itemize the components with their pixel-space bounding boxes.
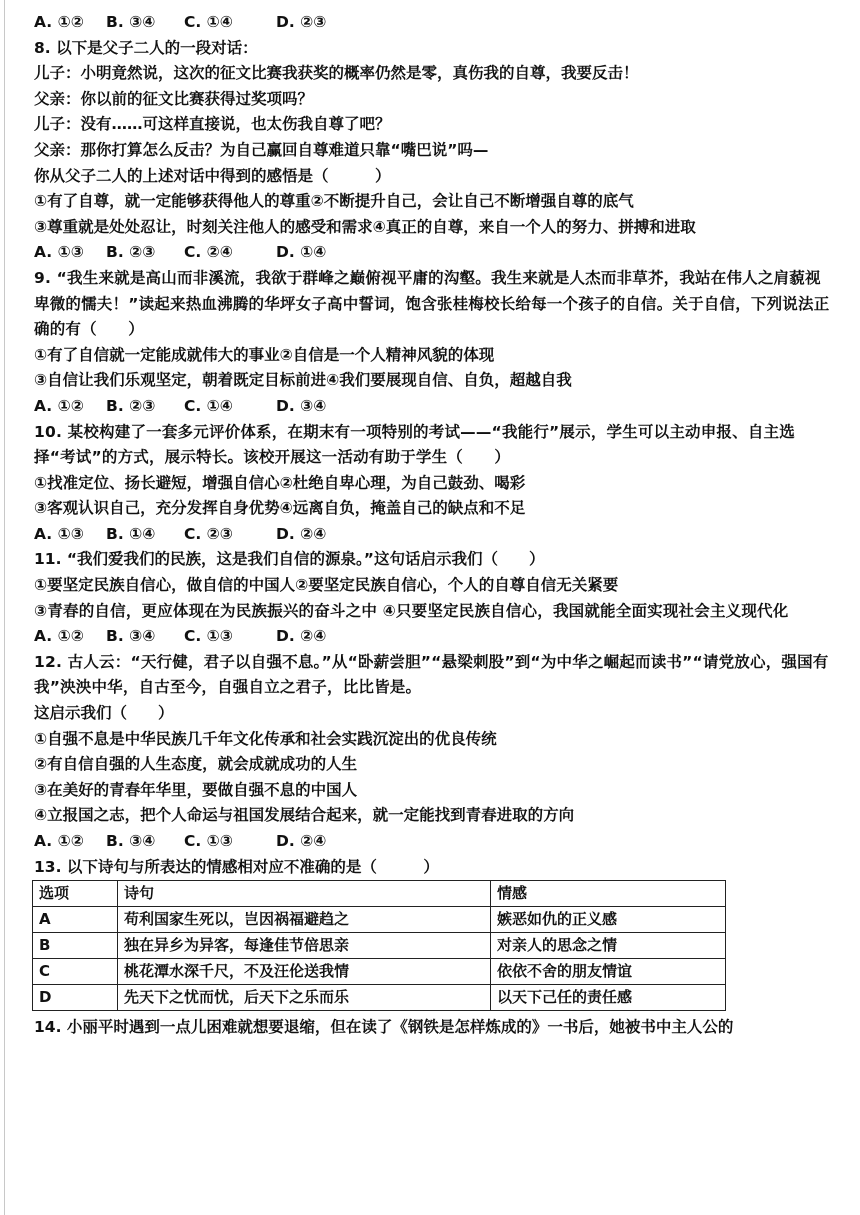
q10-option-c: C. ②③: [184, 524, 233, 543]
q8-statement: ③尊重就是处处忍让，时刻关注他人的感受和需求④真正的自尊，来自一个人的努力、拼搏和进取: [34, 217, 696, 236]
q12-prompt: 这启示我们（ ）: [34, 704, 174, 723]
table-cell: B: [33, 933, 118, 959]
q8-dialogue-line: 父亲：你以前的征文比赛获得过奖项吗？: [34, 89, 314, 108]
table-cell: 嫉恶如仇的正义感: [491, 907, 726, 933]
q10-stem: 10. 某校构建了一套多元评价体系，在期末有一项特别的考试——“我能行”展示，学生可以主动申报、自主选择“考试”的方式，展示特长。该校开展这一活动有助于学生（ ）: [34, 422, 795, 467]
table-header-cell: 诗句: [118, 881, 491, 907]
q12-option-c: C. ①③: [184, 832, 233, 850]
table-cell: 独在异乡为异客，每逢佳节倍思亲: [118, 933, 491, 959]
q10-option-b: B. ①④: [106, 524, 156, 543]
q8-options: [34, 240, 834, 266]
q12-statement: ③在美好的青春年华里，要做自强不息的中国人: [34, 780, 358, 799]
q8-title: 8. 以下是父子二人的一段对话：: [34, 38, 258, 57]
q8-option-d: D. ①④: [276, 243, 327, 262]
table-cell: C: [33, 959, 118, 985]
q8-option-a: A. ①③: [34, 243, 84, 262]
q12-option-a: A. ①②: [34, 832, 84, 850]
table-row: [33, 933, 726, 959]
q8-option-c: C. ②④: [184, 243, 233, 262]
q13-table: [32, 880, 726, 1011]
table-row: [33, 959, 726, 985]
table-cell: 以天下己任的责任感: [491, 985, 726, 1011]
q11-statement: ①要坚定民族自信心，做自信的中国人②要坚定民族自信心，个人的自尊自信无关紧要: [34, 576, 619, 595]
q9-options: [34, 394, 834, 420]
table-cell: 依依不舍的朋友情谊: [491, 959, 726, 985]
q12-statement: ④立报国之志，把个人命运与祖国发展结合起来，就一定能找到青春进取的方向: [34, 806, 575, 825]
q11-options: [34, 624, 834, 650]
q10-option-a: A. ①③: [34, 524, 84, 543]
table-cell: 苟利国家生死以，岂因祸福避趋之: [118, 907, 491, 933]
q11-option-a: A. ①②: [34, 627, 84, 646]
q7-option-c: C. ①④: [184, 13, 233, 31]
table-row: [33, 985, 726, 1011]
table-cell: 桃花潭水深千尺，不及汪伦送我情: [118, 959, 491, 985]
q12-option-d: D. ②④: [276, 832, 327, 850]
q11-option-c: C. ①③: [184, 627, 233, 646]
table-header-cell: 情感: [491, 881, 726, 907]
page-edge: [4, 0, 5, 1215]
q8-option-b: B. ②③: [106, 243, 156, 262]
q9-option-a: A. ①②: [34, 396, 84, 415]
q7-option-a: A. ①②: [34, 13, 84, 31]
q8-dialogue-line: 儿子：小明竟然说，这次的征文比赛我获奖的概率仍然是零，真伤我的自尊，我要反击！: [34, 64, 639, 83]
q9-statement: ③自信让我们乐观坚定，朝着既定目标前进④我们要展现自信、自负，超越自我: [34, 371, 572, 390]
q11-option-d: D. ②④: [276, 627, 327, 646]
table-cell: D: [33, 985, 118, 1011]
table-header-cell: 选项: [33, 881, 118, 907]
table-cell: A: [33, 907, 118, 933]
q12-stem: 12. 古人云：“天行健，君子以自强不息。”从“卧薪尝胆”“悬梁刺股”到“为中华之崛起而读书”“请党放心，强国有我”泱泱中华，自古至今，自强自立之君子，比比皆是。: [34, 652, 829, 697]
q10-options: [34, 522, 834, 548]
table-cell: 先天下之忧而忧，后天下之乐而乐: [118, 985, 491, 1011]
q14-stem: 14. 小丽平时遇到一点儿困难就想要退缩，但在读了《钢铁是怎样炼成的》一书后，她被书中主人公的: [34, 1018, 734, 1037]
q7-options: [34, 10, 834, 36]
table-row: [33, 907, 726, 933]
q9-option-b: B. ②③: [106, 396, 156, 415]
q9-option-c: C. ①④: [184, 396, 233, 415]
q8-dialogue-line: 儿子：没有……可这样直接说，也太伤我自尊了吧？: [34, 115, 391, 134]
q13-stem: 13. 以下诗句与所表达的情感相对应不准确的是（ ）: [34, 857, 439, 876]
q8-question: 你从父子二人的上述对话中得到的感悟是（ ）: [34, 166, 391, 185]
q12-statement: ①自强不息是中华民族几千年文化传承和社会实践沉淀出的优良传统: [34, 729, 497, 748]
q7-option-b: B. ③④: [106, 13, 156, 31]
q12-option-b: B. ③④: [106, 832, 156, 850]
table-cell: 对亲人的思念之情: [491, 933, 726, 959]
q8-dialogue-line: 父亲：那你打算怎么反击？为自己赢回自尊难道只靠“嘴巴说”吗—: [34, 140, 489, 159]
exam-page: [34, 10, 834, 1041]
q10-statement: ①找准定位、扬长避短，增强自信心②杜绝自卑心理，为自己鼓劲、喝彩: [34, 473, 526, 492]
q11-statement: ③青春的自信，更应体现在为民族振兴的奋斗之中 ④只要坚定民族自信心，我国就能全面实现社会主义现代化: [34, 601, 789, 620]
q9-statement: ①有了自信就一定能成就伟大的事业②自信是一个人精神风貌的体现: [34, 345, 495, 364]
q10-option-d: D. ②④: [276, 524, 327, 543]
q11-option-b: B. ③④: [106, 627, 156, 646]
q12-statement: ②有自信自强的人生态度，就会成就成功的人生: [34, 755, 358, 774]
table-header-row: [33, 881, 726, 907]
q9-option-d: D. ③④: [276, 396, 327, 415]
q7-option-d: D. ②③: [276, 13, 327, 31]
q8-statement: ①有了自尊，就一定能够获得他人的尊重②不断提升自己，会让自己不断增强自尊的底气: [34, 192, 634, 211]
q12-options: [34, 829, 834, 855]
q9-stem: 9. “我生来就是高山而非溪流，我欲于群峰之巅俯视平庸的沟壑。我生来就是人杰而非草芥，我站在伟人之肩藐视卑微的懦夫！”读起来热血沸腾的华坪女子高中誓词，饱含张桂梅校长给每一个孩子的自信。关于自信，下列说法正确的有（ ）: [34, 268, 830, 339]
q10-statement: ③客观认识自己，充分发挥自身优势④远离自负，掩盖自己的缺点和不足: [34, 499, 526, 518]
q11-stem: 11. “我们爱我们的民族，这是我们自信的源泉。”这句话启示我们（ ）: [34, 550, 545, 569]
